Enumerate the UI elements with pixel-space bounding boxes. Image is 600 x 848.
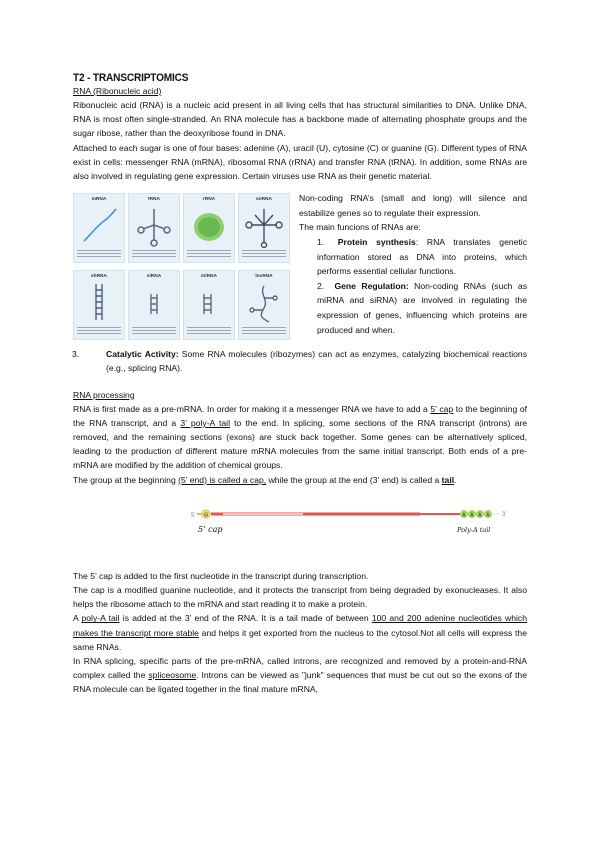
tail-letter: A [470,512,474,519]
paragraph-splicing [73,654,527,697]
list-number: 2. [317,280,325,291]
term-5-cap: 5’ cap [430,403,454,414]
figure-panel-snrna [238,193,290,263]
figure-panel-shrna [73,270,125,340]
rrna-blob-icon [184,203,234,248]
figure-panel-rrna [183,193,235,263]
tail-letter: A [486,512,490,519]
term-poly-a: poly-A tail [81,613,120,624]
list-item-protein-synthesis [299,235,527,279]
mrna-5-end-label: 5’ [191,512,196,519]
list-item-title: Catalytic Activity: [106,349,179,360]
figure-caption-lines [242,250,286,258]
text-run: is added at the 3’ end of the RNA. It is a tail made of between [119,613,372,624]
text-run: . [454,474,457,485]
term-adenine-range: 100 and 200 adenine nucleotides which makes the transcript more stable [73,613,527,638]
list-item-title: Gene Regulation: [334,280,409,291]
paragraph-cap-function: The cap is a modified guanine nucleotide, and it protects the transcript from being degraded by exonucleases. It also helps the ribosome attach to the mRNA and start reading it to make a protein. [73,585,527,610]
doc-title: T2 - TRANSCRIPTOMICS [73,72,189,84]
list-item-text: : RNA translates genetic information stored as DNA into proteins, which performs essential cellular functions. [317,237,527,277]
list-item-catalytic-activity [72,347,528,375]
cap-handwritten-label: 5’ cap [198,524,223,534]
figure-caption-lines [77,327,121,335]
mrna-diagram [73,501,527,549]
text-run: The group at the beginning [73,474,179,485]
paragraph-rna-definition: Ribonucleic acid (RNA) is a nucleic acid present in all living cells that has structural similarities to DNA. Unlike DNA, RNA is most often single-stranded. An RNA molecule has a backbone made of alternating phosphate groups and the sugar ribose, rather than the deoxyribose found in DNA. [73,100,527,139]
figure-label: snRNA [256,197,272,203]
mirna-duplex-icon [184,280,234,325]
figure-caption-lines [77,250,121,258]
document-page [73,72,527,697]
mrna-3-utr [420,513,460,515]
paragraph-poly-a [73,611,527,654]
paragraph-functions-intro: The main funcions of RNAs are: [299,222,421,233]
list-item-text: Some RNA molecules (ribozymes) can act as enzymes, catalyzing biochemical reactions (e.g., splicing RNA). [106,349,528,374]
list-item-gene-regulation [299,279,527,337]
rna-functions-column [299,191,527,337]
figure-label: tRNA [148,197,160,203]
text-run: and helps it get exported from the nucleus to the cytosol.Not all cells will express the same RNAs. [73,627,527,652]
paragraph-noncoding: Non-coding RNA’s (small and long) will silence and estabilize genes so to regulate their expression. [299,193,527,218]
tail-letter: A [462,512,466,519]
text-run: while the group at the end (3’ end) is called a [266,474,442,485]
figure-caption-lines [242,327,286,335]
mrna-3-end-label: 3’ [502,511,507,518]
paragraph-cap-added: The 5’ cap is added to the first nucleotide in the transcript during transcription. [73,570,369,581]
tail-letter: A [478,512,482,519]
list-item-title: Protein synthesis [337,237,416,247]
rna-types-figure [73,193,288,340]
lncrna-structure-icon [239,280,289,325]
snrna-structure-icon [239,203,289,248]
figure-panel-mirna [183,270,235,340]
figure-caption-lines [132,327,176,335]
text-run: . Introns can be viewed as "junk" sequences that must be cut out so the exons of the RNA molecule can be ligated together in the final mature mRNA, [73,670,527,695]
mrna-strand-diagram [73,501,527,549]
text-run: A [73,613,82,624]
cap-letter: G [204,512,209,519]
list-item-text: Non-coding RNAs (such as miRNA and siRNA) are involved in regulating the expression of genes, influencing which proteins are produced and when. [317,280,527,335]
list-number: 1. [317,237,325,247]
paragraph-rna-bases: Attached to each sugar is one of four bases: adenine (A), uracil (U), cytosine (C) or guanine (G). Different types of RNA exist in cells: messenger RNA (mRNA), ribosomal RNA (rRNA) and transfer RNA (tRNA). In addition, some RNAs are also involved in regulating gene expression. Certain viruses use RNA as their genetic material. [73,142,527,182]
paragraph-pre-mrna [73,402,527,473]
figure-caption-lines [187,327,231,335]
figure-panel-lncrna [238,270,290,340]
list-item-catalytic-wrap [73,347,527,375]
figure-label: miRNA [201,274,217,280]
figure-label: rRNA [202,197,216,203]
figure-panel-sirna [128,270,180,340]
term-spliceosome: spliceosome [148,670,197,681]
sirna-duplex-icon [129,280,179,325]
paragraph-cap-tail [73,473,527,487]
figure-label: siRNA [146,274,162,280]
term-tail: tail [441,474,455,485]
term-poly-a-tail: 3’ poly-A tail [180,417,230,428]
figure-label: shRNA [91,274,107,280]
rna-types-section [73,193,527,348]
text-run: RNA is first made as a pre-mRNA. In order for making it a messenger RNA we have to add a [73,403,431,414]
text-run: to the end. In splicing, some sections of the RNA transcript (introns) are removed, and the remaining sections (exons) are stuck back together. Some genes can be alternatively spliced, leading to the production of different mature mRNA molecules from the same initial transcript. Both ends of a pre-mRNA are modified by the addition of chemical groups. [73,417,527,471]
mrna-intron-segment [223,513,303,515]
tail-handwritten-label: Poly-A tail [457,525,491,534]
figure-caption-lines [132,250,176,258]
trna-cloverleaf-icon [129,203,179,248]
figure-panel-mrna [73,193,125,263]
text-run: In RNA splicing, specific parts of the pre-mRNA, called introns, are recognized and removed by a protein-and-RNA complex called the [73,656,527,681]
section-heading-processing: RNA processing [73,389,135,400]
mrna-strand-icon [74,203,124,248]
figure-panel-trna [128,193,180,263]
term-cap-definition: (5’ end) is called a cap, [178,474,267,485]
figure-label: mRNA [91,197,107,203]
shrna-hairpin-icon [74,280,124,325]
spacer [73,376,527,390]
figure-label: lncRNA [255,274,273,280]
text-run: to the beginning of the RNA transcript, and a [73,403,528,428]
figure-caption-lines [187,250,231,258]
section-heading-rna: RNA (Ribonucleic acid) [73,86,162,96]
list-number: 3. [72,349,80,360]
